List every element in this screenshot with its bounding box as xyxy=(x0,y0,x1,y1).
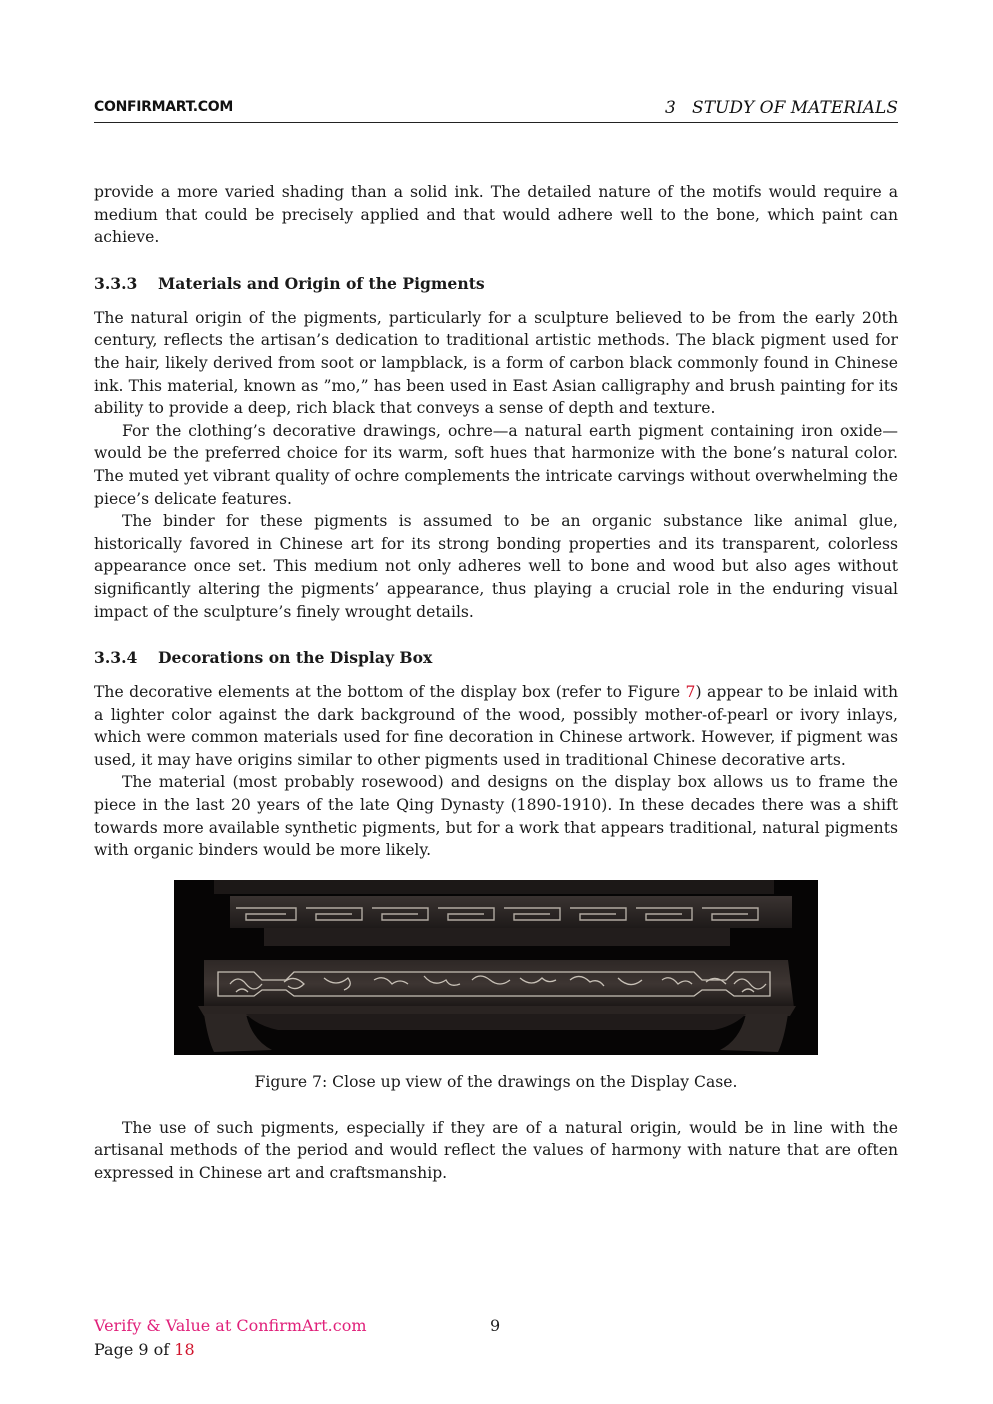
section-heading-3-3-4 xyxy=(94,647,898,669)
page-count xyxy=(94,1338,898,1362)
paragraph-conclusion: The use of such pigments, especially if they are of a natural origin, would be in line with the artisanal methods of the period and would reflect the values of harmony with nature that are often expressed in Chinese art and craftsmanship. xyxy=(94,1118,898,1183)
paragraph-binder: The binder for these pigments is assumed to be an organic substance like animal glue, historically favored in Chinese art for its strong bonding properties and its transparent, colorless appearance once set. This medium not only adheres well to bone and wood but also ages without significantly altering the pigments’ appearance, thus playing a crucial role in the enduring visual impact of the sculpture’s finely wrought details. xyxy=(94,512,898,621)
confirmart-logo[interactable]: CONFIRMART.COM xyxy=(94,99,234,115)
running-section-title: 3 STUDY OF MATERIALS xyxy=(665,98,898,118)
paragraph-decorative-elements xyxy=(94,681,898,771)
section-number: 3.3.4 xyxy=(94,648,138,668)
page-body xyxy=(94,181,898,1185)
page-footer xyxy=(94,1314,898,1362)
confirmart-footer-link[interactable]: Verify & Value at ConfirmArt.com xyxy=(94,1316,367,1335)
figure-caption: Figure 7: Close up view of the drawings on the Display Case. xyxy=(254,1072,738,1091)
section-title: Materials and Origin of the Pigments xyxy=(158,273,485,293)
page-count-prefix: Page 9 of xyxy=(94,1340,175,1359)
display-case-photo xyxy=(174,880,818,1055)
figure-7 xyxy=(94,880,898,1093)
page-number-center: 9 xyxy=(490,1316,501,1335)
text-segment: The decorative elements at the bottom of the display box (refer to Figure xyxy=(94,683,686,702)
section-title: Decorations on the Display Box xyxy=(158,648,433,668)
figure-reference-link[interactable]: 7 xyxy=(685,683,696,702)
section-heading-3-3-3 xyxy=(94,273,898,295)
total-pages-link[interactable]: 18 xyxy=(174,1340,195,1359)
page-header xyxy=(94,96,898,123)
text-segment: ) appear to be inlaid with a lighter color against the dark background of the wood, possibly mother-of-pearl or ivory inlays, which were common materials used for fine decoration in Chinese artwork. However, if pigment was used, it may have origins similar to other pigments used in traditional Chinese decorative arts. xyxy=(94,683,898,769)
intro-paragraph: provide a more varied shading than a solid ink. The detailed nature of the motifs would require a medium that could be precisely applied and that would adhere well to the bone, which paint can achieve. xyxy=(94,183,898,247)
paragraph-rosewood: The material (most probably rosewood) and designs on the display box allows us to frame the piece in the last 20 years of the late Qing Dynasty (1890-1910). In these decades there was a shift towards more available synthetic pigments, but for a work that appears traditional, natural pigments with organic binders would be more likely. xyxy=(94,773,898,860)
paragraph-pigment-origin: The natural origin of the pigments, particularly for a sculpture believed to be from the early 20th century, reflects the artisan’s dedication to traditional artistic methods. The black pigment used for the hair, likely derived from soot or lampblack, is a form of carbon black commonly found in Chinese ink. This material, known as ”mo,” has been used in East Asian calligraphy and brush painting for its ability to provide a deep, rich black that conveys a sense of depth and texture. xyxy=(94,308,898,418)
section-number: 3.3.3 xyxy=(94,273,138,293)
paragraph-ochre: For the clothing’s decorative drawings, ochre—a natural earth pigment containing iron oxide—would be the preferred choice for its warm, soft hues that harmonize with the bone’s natural color. The muted yet vibrant quality of ochre complements the intricate carvings without overwhelming the piece’s delicate features. xyxy=(94,421,898,508)
